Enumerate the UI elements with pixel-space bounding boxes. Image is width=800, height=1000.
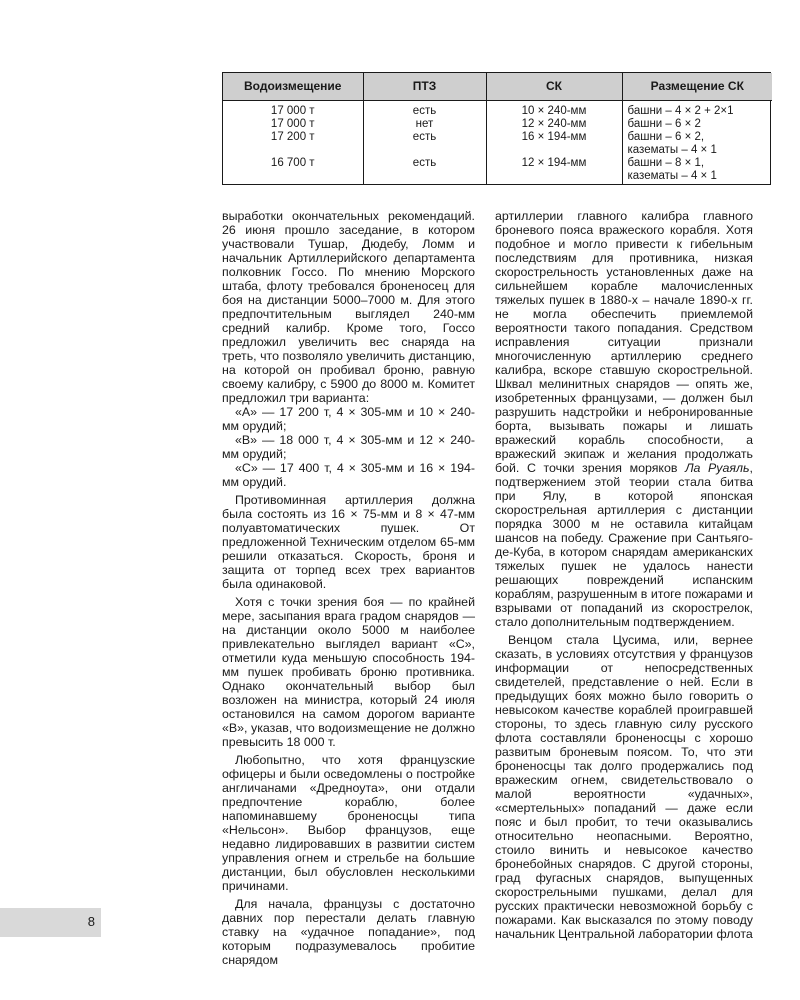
cell-sk-placement: башни – 4 × 2 + 2×1 <box>627 104 734 117</box>
paragraph: Венцом стала Цусима, или, вернее сказать, в условиях отсутствия у французов информации от непосредственных свидетелей, представление о ней. Если в предыдущих боях можно было говорить о невысоком качестве кораблей проигравшей стороны, то здесь главную силу русского флота составляли броненосцы с хорошо развитым броневым поясом. То, что эти броненосцы так долго продержались под вражеским огнем, свидетельствовало о малой вероятности «удачных», «смертельных» попаданий — даже если пояс и был пробит, то течи оказывались относительно неопасными. Вероятно, стоило винить и невысокое качество бронебойных снарядов. С другой стороны, град фугасных снарядов, выпущенных скорострельными пушками, делал для русских практически невозможной борьбу с пожарами. Как высказался по этому поводу начальник Центральной лаборатории флота <box>495 633 753 941</box>
cell-sk: 10 × 240-мм <box>521 104 587 117</box>
sk-placement-column <box>622 100 772 184</box>
table-row <box>223 100 772 184</box>
cell-sk-placement: казематы – 4 × 1 <box>627 143 717 156</box>
cell-ptz: есть <box>412 130 437 143</box>
paragraph-text: артиллерии главного калибра главного броневого пояса вражеского корабля. Хотя подобное и могло привести к гибельным последствиям для противника, низкая скорострельность установленных даже на сильнейшем корабле малочисленных тяжелых пушек в 1880-х – начале 1890-х гг. не могла обеспечить приемлемой вероятности такого попадания. Средством исправления ситуации признали многочисленную артиллерию среднего калибра, вскоре ставшую скорострельной. Шквал мелинитных снарядов — опять же, изобретенных французами, — должен был разрушить надстройки и небронированные борта, вызывать пожары и лишать вражеский корабль способности, а вражеский экипаж и желания продолжать бой. С точки зрения моряков <box>495 209 753 475</box>
cell-sk-placement: башни – 8 × 1, <box>627 156 705 169</box>
header-sk-placement: Размещение СК <box>622 73 772 100</box>
cell-sk: 16 × 194-мм <box>521 130 587 143</box>
paragraph-text: , подтвержением этой теории стала битва при Ялу, в которой японская скорострельная артиллерия с дистанции порядка 3000 м не оставила китайцам шансов на победу. Сражение при Сантьяго-де-Куба, в котором снарядам американских тяжелых пушек не удалось нанести решающих повреждений испанским кораблям, разрушенным в итоге пожарами и взрывами от попаданий из скорострелок, стало дополнительным подтверждением. <box>495 461 753 629</box>
header-ptz: ПТЗ <box>363 73 486 100</box>
header-displacement: Водоизмещение <box>223 73 363 100</box>
cell-ptz: есть <box>412 156 437 169</box>
spec-table <box>222 72 771 185</box>
displacement-column <box>223 100 363 184</box>
cell-sk: 12 × 240-мм <box>521 117 587 130</box>
ptz-column <box>363 100 486 184</box>
cell-sk-placement: башни – 6 × 2 <box>627 117 701 130</box>
cell-ptz: есть <box>412 104 437 117</box>
page-number-tab <box>0 908 101 937</box>
cell-sk: 12 × 194-мм <box>521 156 587 169</box>
cell-displacement: 17 000 т <box>270 104 315 117</box>
spec-table-grid <box>223 73 772 184</box>
paragraph: Любопытно, что хотя французские офицеры и были осведомлены о постройке англичанами «Дредноута», они отдали предпочтение кораблю, более напоминавшему броненосцы типа «Нельсон». Выбор французов, еще недавно лидировавших в развитии систем управления огнем и стрельбе на большие дистанции, был обусловлен несколькими причинами. <box>222 753 475 893</box>
variant-c: «C» — 17 400 т, 4 × 305-мм и 16 × 194-мм орудий. <box>222 461 475 489</box>
cell-sk-placement: башни – 6 × 2, <box>627 130 705 143</box>
italic-term: Ла Руаяль <box>685 461 750 475</box>
left-text-column <box>222 209 475 967</box>
spacer <box>487 144 622 157</box>
table-header-row <box>223 73 772 100</box>
paragraph: Противоминная артиллерия должна была состоять из 16 × 75-мм и 8 × 47-мм полуавтоматических пушек. От предложенной Техническим отделом 65-мм решили отказаться. Скорость, броня и защита от торпед всех трех вариантов была одинаковой. <box>222 493 475 591</box>
paragraph: Хотя с точки зрения боя — по крайней мере, засыпания врага градом снарядов — на дистанции около 5000 м наиболее привлекательно выглядел вариант «C», отметили куда меньшую способность 194-мм пушек пробивать броню противника. Однако окончательный выбор был возложен на министра, который 24 июля остановился на самом дорогом варианте «B», указав, что водоизмещение не должно превысить 18 000 т. <box>222 595 475 749</box>
right-text-column <box>495 209 753 941</box>
paragraph: выработки окончательных рекомендаций. 26 июня прошло заседание, в котором участвовали Тушар, Дюдебу, Ломм и начальник Артиллерийского департамента полковник Госсо. По мнению Морского штаба, флоту требовался броненосец для боя на дистанции 5000–7000 м. Для этого предпочтительным выглядел 240-мм средний калибр. Кроме того, Госсо предложил увеличить вес снаряда на треть, что позволяло увеличить дистанцию, на которой он пробивал броню, равную своему калибру, с 5900 до 8000 м. Комитет предложил три варианта: <box>222 209 475 405</box>
sk-column <box>486 100 622 184</box>
cell-sk-placement: казематы – 4 × 1 <box>627 169 717 182</box>
variant-a: «A» — 17 200 т, 4 × 305-мм и 10 × 240-мм орудий; <box>222 405 475 433</box>
cell-displacement: 16 700 т <box>270 156 315 169</box>
spacer <box>223 144 363 157</box>
cell-displacement: 17 000 т <box>270 117 315 130</box>
paragraph: Для начала, французы с достаточно давних пор перестали делать главную ставку на «удачное попадание», под которым подразумевалось пробитие снарядом <box>222 897 475 967</box>
paragraph <box>495 209 753 629</box>
header-sk: СК <box>486 73 622 100</box>
variant-b: «B» — 18 000 т, 4 × 305-мм и 12 × 240-мм орудий; <box>222 433 475 461</box>
cell-displacement: 17 200 т <box>270 130 315 143</box>
page-number: 8 <box>87 914 95 929</box>
spacer <box>364 144 486 157</box>
cell-ptz: нет <box>415 117 434 130</box>
